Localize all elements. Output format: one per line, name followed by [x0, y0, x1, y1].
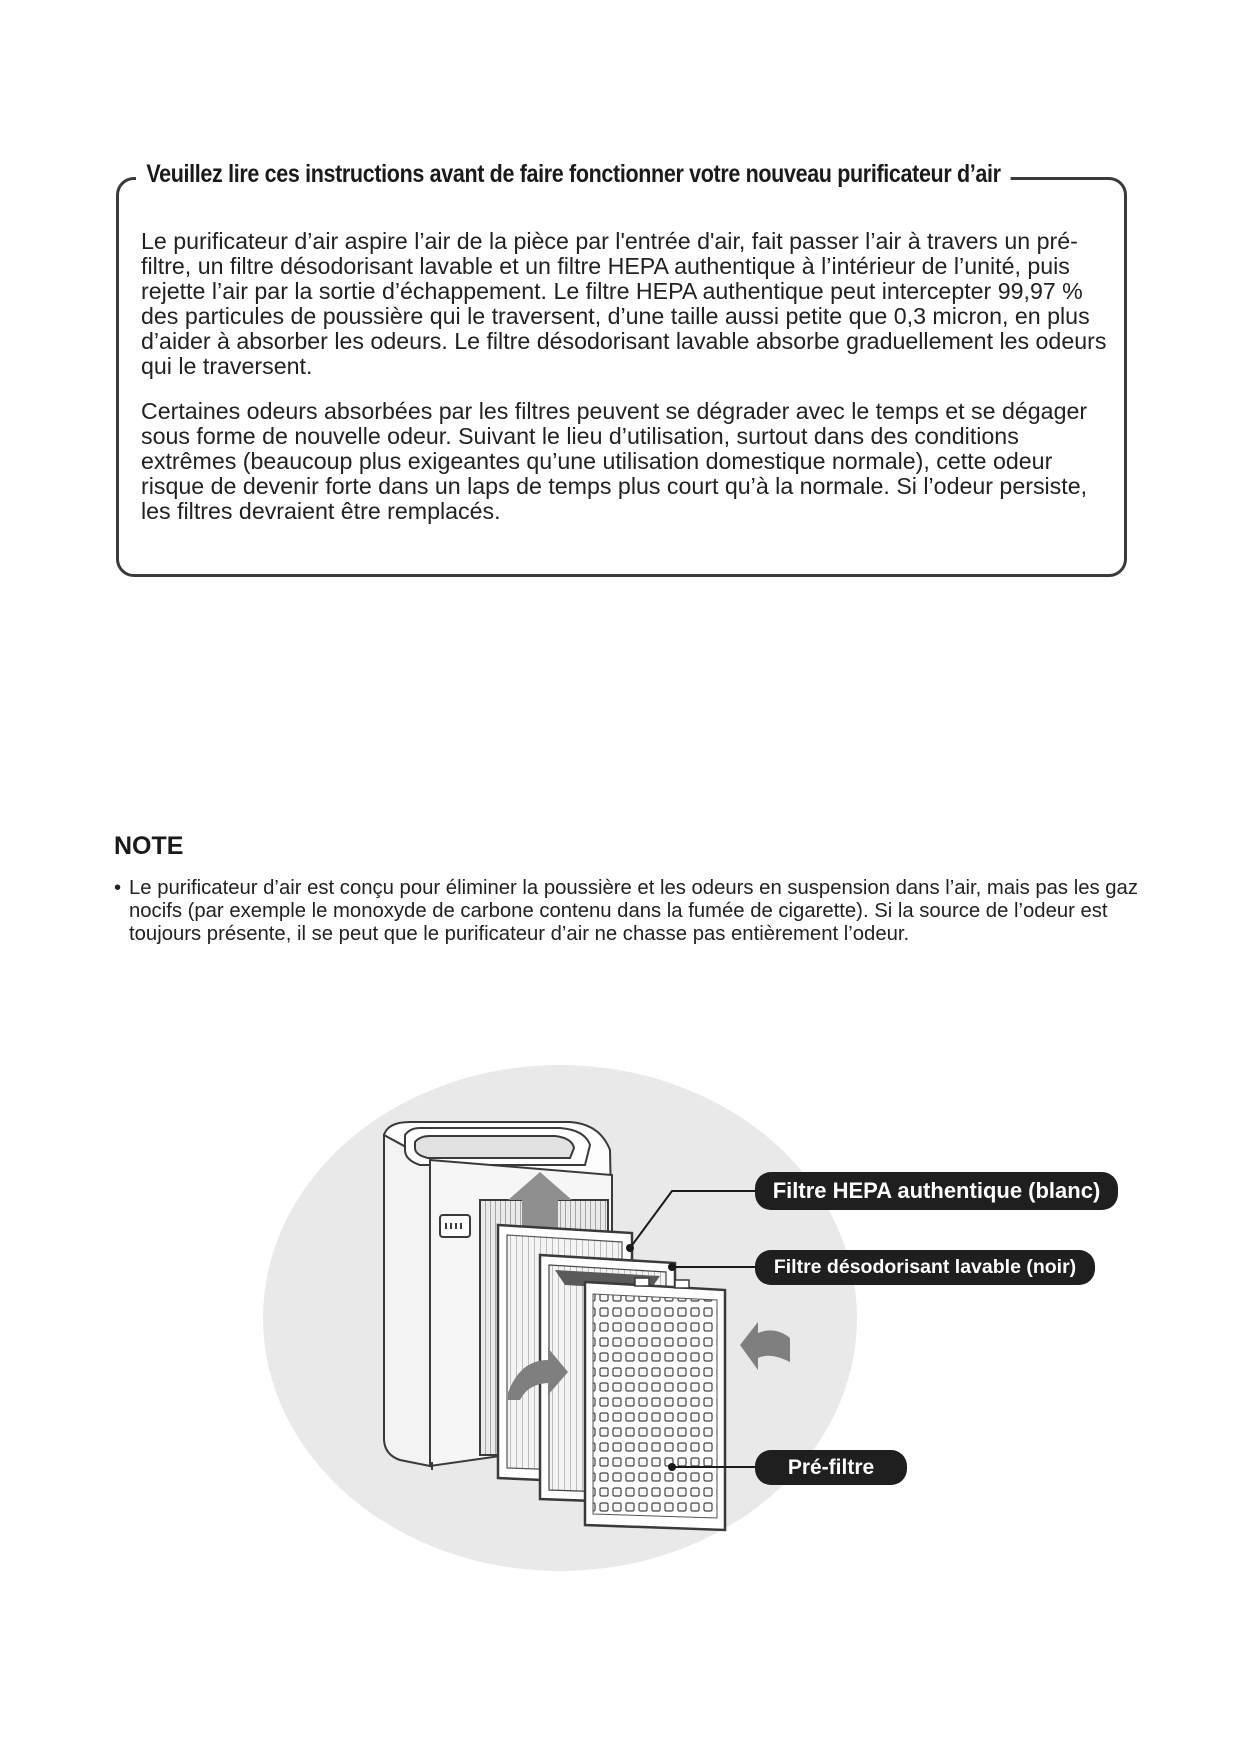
instructions-title: Veuillez lire ces instructions avant de faire fonctionner votre nouveau purificateur d’air [136, 160, 1011, 189]
note-text: Le purificateur d’air est conçu pour éliminer la poussière et les odeurs en suspension dans l’air, mais pas les gaz nocifs (par exemple le monoxyde de carbone contenu dans la fumée de cigarette). Si la source de l’odeur est toujours présente, il se peut que le purificateur d’air ne chasse pas entièrement l’odeur. [129, 877, 1138, 945]
note-bullet: • [114, 877, 122, 899]
pre-filter [585, 1278, 725, 1530]
label-pre-filter: Pré-filtre [755, 1450, 907, 1485]
label-hepa-filter: Filtre HEPA authentique (blanc) [755, 1172, 1118, 1210]
instructions-paragraph-2: Certaines odeurs absorbées par les filtres peuvent se dégrader avec le temps et se dégager sous forme de nouvelle odeur. Suivant le lieu d’utilisation, surtout dans des conditions extrêmes (beaucoup plus exigeantes qu’une utilisation domestique normale), cette odeur risque de devenir forte dans un laps de temps plus court qu’à la normale. Si l’odeur persiste, les filtres devraient être remplacés. [141, 398, 1088, 524]
note-title: NOTE [114, 832, 184, 860]
instructions-paragraph-1: Le purificateur d’air aspire l’air de la pièce par l'entrée d'air, fait passer l’air à travers un pré-filtre, un filtre désodorisant lavable et un filtre HEPA authentique à l’intérieur de l’unité, puis rejette l’air par la sortie d’échappement. Le filtre HEPA authentique peut intercepter 99,97 % des particules de poussière qui le traversent, d’une taille aussi petite que 0,3 micron, en plus d’aider à absorber les odeurs. Le filtre désodorisant lavable absorbe graduellement les odeurs qui le traversent. [141, 228, 1107, 379]
label-deodorizing-filter: Filtre désodorisant lavable (noir) [755, 1250, 1095, 1285]
